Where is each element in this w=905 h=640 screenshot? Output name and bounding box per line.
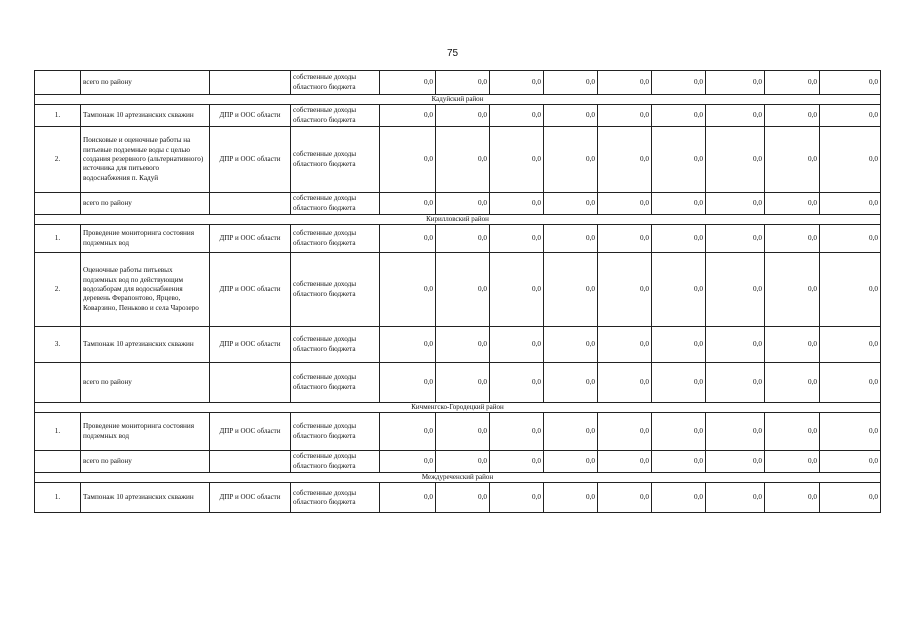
amount-cell: 0,0 <box>544 327 598 363</box>
amount-cell: 0,0 <box>820 127 881 193</box>
amount-cell: 0,0 <box>652 105 706 127</box>
amount-cell: 0,0 <box>820 363 881 403</box>
executor: ДПР и ООС области <box>210 327 291 363</box>
amount-cell: 0,0 <box>544 451 598 473</box>
amount-cell: 0,0 <box>652 71 706 95</box>
amount-cell: 0,0 <box>436 413 490 451</box>
amount-cell: 0,0 <box>380 483 436 513</box>
measure-row <box>35 483 881 513</box>
amount-cell: 0,0 <box>706 225 765 253</box>
measure-name: всего по району <box>81 71 210 95</box>
measure-row <box>35 105 881 127</box>
amount-cell: 0,0 <box>436 483 490 513</box>
amount-cell: 0,0 <box>706 451 765 473</box>
amount-cell: 0,0 <box>765 253 820 327</box>
amount-cell: 0,0 <box>765 193 820 215</box>
row-number: 3. <box>35 327 81 363</box>
amount-cell: 0,0 <box>765 127 820 193</box>
amount-cell: 0,0 <box>598 327 652 363</box>
district-name: Кадуйский район <box>35 95 881 105</box>
funding-source: собственные доходы областного бюджета <box>291 451 380 473</box>
measure-name: всего по району <box>81 363 210 403</box>
amount-cell: 0,0 <box>820 193 881 215</box>
measure-name: Поисковые и оценочные работы на питьевые подземные воды с целью создания резервного (альтернативного) источника для питьевого водоснабжения п. Кадуй <box>81 127 210 193</box>
amount-cell: 0,0 <box>380 253 436 327</box>
measure-row <box>35 127 881 193</box>
amount-cell: 0,0 <box>765 327 820 363</box>
amount-cell: 0,0 <box>436 193 490 215</box>
funding-source: собственные доходы областного бюджета <box>291 253 380 327</box>
funding-source: собственные доходы областного бюджета <box>291 363 380 403</box>
amount-cell: 0,0 <box>380 127 436 193</box>
row-number <box>35 71 81 95</box>
row-number <box>35 193 81 215</box>
district-total-row <box>35 451 881 473</box>
amount-cell: 0,0 <box>598 363 652 403</box>
amount-cell: 0,0 <box>544 225 598 253</box>
amount-cell: 0,0 <box>436 71 490 95</box>
amount-cell: 0,0 <box>436 253 490 327</box>
amount-cell: 0,0 <box>380 413 436 451</box>
amount-cell: 0,0 <box>765 225 820 253</box>
district-total-row <box>35 193 881 215</box>
amount-cell: 0,0 <box>436 327 490 363</box>
measure-name: Тампонаж 10 артезианских скважин <box>81 483 210 513</box>
amount-cell: 0,0 <box>490 363 544 403</box>
funding-source: собственные доходы областного бюджета <box>291 225 380 253</box>
row-number: 1. <box>35 105 81 127</box>
amount-cell: 0,0 <box>490 327 544 363</box>
measure-name: всего по району <box>81 451 210 473</box>
district-header-row <box>35 95 881 105</box>
amount-cell: 0,0 <box>706 413 765 451</box>
measure-row <box>35 253 881 327</box>
measure-name: Тампонаж 10 артезианских скважин <box>81 327 210 363</box>
district-header-row <box>35 215 881 225</box>
amount-cell: 0,0 <box>380 363 436 403</box>
amount-cell: 0,0 <box>706 363 765 403</box>
funding-source: собственные доходы областного бюджета <box>291 193 380 215</box>
amount-cell: 0,0 <box>436 105 490 127</box>
measure-name: Оценочные работы питьевых подземных вод по действующим водозаборам для водоснабжения деревень Ферапонтово, Ярцево, Коварзино, Пеньково и села Чарозеро <box>81 253 210 327</box>
amount-cell: 0,0 <box>706 127 765 193</box>
amount-cell: 0,0 <box>652 127 706 193</box>
amount-cell: 0,0 <box>765 363 820 403</box>
amount-cell: 0,0 <box>490 127 544 193</box>
amount-cell: 0,0 <box>652 253 706 327</box>
amount-cell: 0,0 <box>598 127 652 193</box>
row-number: 1. <box>35 483 81 513</box>
amount-cell: 0,0 <box>544 105 598 127</box>
amount-cell: 0,0 <box>490 451 544 473</box>
amount-cell: 0,0 <box>765 413 820 451</box>
amount-cell: 0,0 <box>598 451 652 473</box>
amount-cell: 0,0 <box>765 71 820 95</box>
measure-name: Проведение мониторинга состояния подземных вод <box>81 225 210 253</box>
row-number: 1. <box>35 413 81 451</box>
amount-cell: 0,0 <box>820 71 881 95</box>
amount-cell: 0,0 <box>490 253 544 327</box>
amount-cell: 0,0 <box>706 71 765 95</box>
executor: ДПР и ООС области <box>210 483 291 513</box>
funding-source: собственные доходы областного бюджета <box>291 413 380 451</box>
district-header-row <box>35 473 881 483</box>
amount-cell: 0,0 <box>544 363 598 403</box>
amount-cell: 0,0 <box>380 225 436 253</box>
amount-cell: 0,0 <box>380 71 436 95</box>
amount-cell: 0,0 <box>544 193 598 215</box>
executor: ДПР и ООС области <box>210 253 291 327</box>
amount-cell: 0,0 <box>820 483 881 513</box>
amount-cell: 0,0 <box>765 105 820 127</box>
amount-cell: 0,0 <box>490 483 544 513</box>
amount-cell: 0,0 <box>598 105 652 127</box>
amount-cell: 0,0 <box>652 193 706 215</box>
funding-source: собственные доходы областного бюджета <box>291 327 380 363</box>
executor <box>210 451 291 473</box>
amount-cell: 0,0 <box>490 193 544 215</box>
amount-cell: 0,0 <box>598 71 652 95</box>
measure-row <box>35 327 881 363</box>
amount-cell: 0,0 <box>652 225 706 253</box>
amount-cell: 0,0 <box>380 451 436 473</box>
amount-cell: 0,0 <box>544 127 598 193</box>
measure-name: Тампонаж 10 артезианских скважин <box>81 105 210 127</box>
amount-cell: 0,0 <box>598 193 652 215</box>
amount-cell: 0,0 <box>544 483 598 513</box>
executor: ДПР и ООС области <box>210 413 291 451</box>
amount-cell: 0,0 <box>652 363 706 403</box>
page-number: 75 <box>446 48 459 59</box>
amount-cell: 0,0 <box>436 127 490 193</box>
executor: ДПР и ООС области <box>210 105 291 127</box>
amount-cell: 0,0 <box>706 193 765 215</box>
amount-cell: 0,0 <box>436 225 490 253</box>
amount-cell: 0,0 <box>544 413 598 451</box>
amount-cell: 0,0 <box>765 483 820 513</box>
amount-cell: 0,0 <box>820 413 881 451</box>
funding-source: собственные доходы областного бюджета <box>291 105 380 127</box>
district-total-row <box>35 71 881 95</box>
amount-cell: 0,0 <box>652 483 706 513</box>
amount-cell: 0,0 <box>652 413 706 451</box>
row-number: 2. <box>35 127 81 193</box>
row-number <box>35 451 81 473</box>
district-name: Кирилловский район <box>35 215 881 225</box>
amount-cell: 0,0 <box>490 225 544 253</box>
funding-source: собственные доходы областного бюджета <box>291 483 380 513</box>
budget-table <box>34 70 881 513</box>
amount-cell: 0,0 <box>820 451 881 473</box>
amount-cell: 0,0 <box>544 253 598 327</box>
amount-cell: 0,0 <box>490 71 544 95</box>
table-body <box>35 71 881 513</box>
amount-cell: 0,0 <box>765 451 820 473</box>
measure-row <box>35 413 881 451</box>
amount-cell: 0,0 <box>820 105 881 127</box>
amount-cell: 0,0 <box>706 483 765 513</box>
funding-source: собственные доходы областного бюджета <box>291 127 380 193</box>
district-header-row <box>35 403 881 413</box>
amount-cell: 0,0 <box>706 253 765 327</box>
measure-name: Проведение мониторинга состояния подземных вод <box>81 413 210 451</box>
amount-cell: 0,0 <box>598 483 652 513</box>
amount-cell: 0,0 <box>598 413 652 451</box>
amount-cell: 0,0 <box>598 225 652 253</box>
district-name: Кичменгско-Городецкий район <box>35 403 881 413</box>
row-number: 2. <box>35 253 81 327</box>
amount-cell: 0,0 <box>820 225 881 253</box>
executor <box>210 193 291 215</box>
amount-cell: 0,0 <box>380 193 436 215</box>
row-number <box>35 363 81 403</box>
amount-cell: 0,0 <box>490 105 544 127</box>
amount-cell: 0,0 <box>706 105 765 127</box>
amount-cell: 0,0 <box>820 327 881 363</box>
amount-cell: 0,0 <box>436 363 490 403</box>
district-total-row <box>35 363 881 403</box>
row-number: 1. <box>35 225 81 253</box>
amount-cell: 0,0 <box>652 451 706 473</box>
amount-cell: 0,0 <box>544 71 598 95</box>
amount-cell: 0,0 <box>490 413 544 451</box>
measure-name: всего по району <box>81 193 210 215</box>
executor <box>210 71 291 95</box>
district-name: Междуреченский район <box>35 473 881 483</box>
amount-cell: 0,0 <box>598 253 652 327</box>
amount-cell: 0,0 <box>380 105 436 127</box>
executor: ДПР и ООС области <box>210 127 291 193</box>
amount-cell: 0,0 <box>706 327 765 363</box>
funding-source: собственные доходы областного бюджета <box>291 71 380 95</box>
amount-cell: 0,0 <box>436 451 490 473</box>
amount-cell: 0,0 <box>820 253 881 327</box>
amount-cell: 0,0 <box>652 327 706 363</box>
executor: ДПР и ООС области <box>210 225 291 253</box>
executor <box>210 363 291 403</box>
amount-cell: 0,0 <box>380 327 436 363</box>
measure-row <box>35 225 881 253</box>
